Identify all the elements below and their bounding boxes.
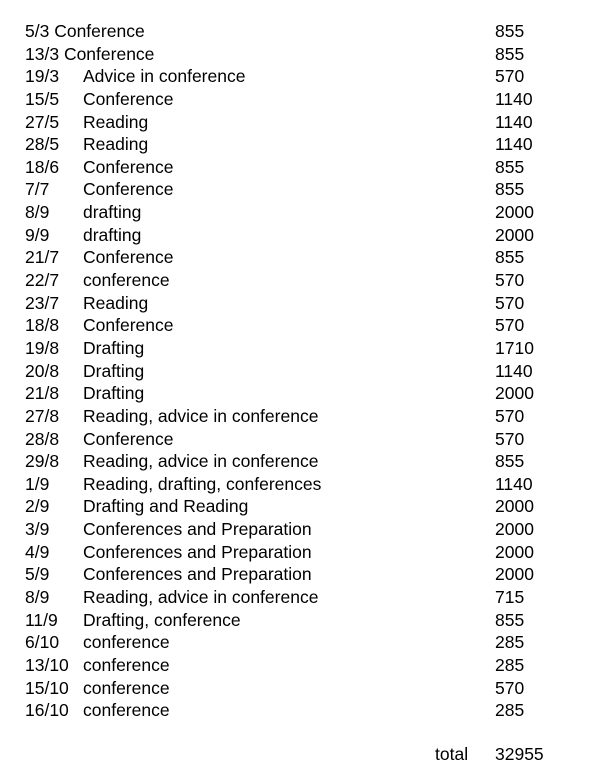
entry-amount: 2000: [495, 541, 534, 562]
entry-amount: 855: [495, 179, 525, 200]
entry-date: 16/10: [25, 700, 69, 721]
total-label: total: [435, 744, 469, 764]
entry-description: Reading: [83, 111, 149, 132]
entry-description: Conference: [83, 428, 174, 449]
entry-date: 28/5: [25, 134, 60, 155]
entry-amount: 285: [495, 632, 525, 653]
entry-amount: 1140: [495, 88, 533, 109]
ledger-row: [25, 178, 585, 201]
entry-date: 28/8: [25, 428, 60, 449]
ledger-row: [25, 473, 585, 496]
entry-amount: 1140: [495, 360, 533, 381]
entry-description: Drafting: [83, 337, 145, 358]
entry-amount: 855: [495, 609, 525, 630]
ledger-row: [25, 518, 585, 541]
entry-amount: 855: [495, 451, 525, 472]
entry-description: Reading, advice in conference: [83, 451, 319, 472]
entry-amount: 715: [495, 587, 525, 608]
entry-date: 29/8: [25, 451, 60, 472]
entry-amount: 570: [495, 270, 525, 291]
ledger-row: [25, 428, 585, 451]
ledger-row: [25, 111, 585, 134]
entry-amount: 1710: [495, 337, 534, 358]
entry-date: 21/7: [25, 247, 60, 268]
entry-date: 6/10: [25, 632, 60, 653]
entry-amount: 1140: [495, 111, 533, 132]
entry-description: Reading, advice in conference: [83, 587, 319, 608]
entry-date: 27/8: [25, 405, 60, 426]
ledger-row: [25, 246, 585, 269]
ledger-row-lead: [25, 43, 154, 66]
entry-date: 11/9: [25, 609, 58, 630]
entry-description: Conferences and Preparation: [83, 519, 312, 540]
entry-amount: 570: [495, 405, 525, 426]
entry-date: 7/7: [25, 179, 50, 200]
entry-description: conference: [83, 654, 170, 675]
entry-date: 18/8: [25, 315, 60, 336]
entry-description: Drafting: [83, 383, 145, 404]
ledger-row: [25, 631, 585, 654]
entry-description: Drafting and Reading: [83, 496, 249, 517]
ledger-row: [25, 541, 585, 564]
entry-amount: 2000: [495, 519, 534, 540]
ledger-row: [25, 450, 585, 473]
entry-amount: 2000: [495, 202, 534, 223]
entry-amount: 570: [495, 315, 525, 336]
entry-description: Conference: [83, 315, 174, 336]
entry-amount: 1140: [495, 473, 533, 494]
entry-description: conference: [83, 700, 170, 721]
fee-ledger: [25, 20, 585, 722]
entry-date: 18/6: [25, 156, 60, 177]
entry-amount: 1140: [495, 134, 533, 155]
entry-amount: 855: [495, 247, 525, 268]
ledger-row: [25, 382, 585, 405]
entry-amount: 2000: [495, 224, 534, 245]
entry-date: 13/10: [25, 654, 69, 675]
entry-description: conference: [83, 632, 170, 653]
entry-amount: 2000: [495, 383, 534, 404]
entry-amount: 855: [495, 21, 525, 41]
total-value: 32955: [495, 744, 544, 764]
ledger-row: [25, 201, 585, 224]
entry-description: Drafting, conference: [83, 609, 241, 630]
entry-date: 21/8: [25, 383, 60, 404]
entry-description: Conference: [54, 21, 145, 41]
entry-description: Reading: [83, 134, 149, 155]
entry-amount: 2000: [495, 564, 534, 585]
entry-amount: 855: [495, 43, 525, 64]
entry-description: drafting: [83, 202, 142, 223]
ledger-row: [25, 292, 585, 315]
ledger-row: [25, 677, 585, 700]
entry-date: 8/9: [25, 202, 50, 223]
ledger-row: [25, 269, 585, 292]
ledger-row: [25, 360, 585, 383]
entry-date: 13/3: [25, 43, 60, 64]
entry-date: 27/5: [25, 111, 60, 132]
entry-description: Reading, advice in conference: [83, 405, 319, 426]
ledger-row: [25, 495, 585, 518]
entry-amount: 570: [495, 677, 525, 698]
entry-date: 22/7: [25, 270, 60, 291]
entry-description: Reading: [83, 292, 149, 313]
entry-description: Conferences and Preparation: [83, 564, 312, 585]
entry-date: 15/10: [25, 677, 69, 698]
entry-date: 9/9: [25, 224, 50, 245]
entry-description: Drafting: [83, 360, 145, 381]
entry-date: 1/9: [25, 473, 50, 494]
entry-description: Conference: [83, 88, 174, 109]
ledger-row: [25, 156, 585, 179]
entry-description: Conference: [83, 156, 174, 177]
entry-date: 4/9: [25, 541, 50, 562]
ledger-row: [25, 699, 585, 722]
entry-description: Conference: [83, 247, 174, 268]
entry-amount: 285: [495, 700, 525, 721]
entry-date: 5/3: [25, 21, 50, 41]
ledger-row: [25, 405, 585, 428]
ledger-row: [25, 609, 585, 632]
ledger-row: [25, 65, 585, 88]
ledger-row: [25, 337, 585, 360]
entry-date: 3/9: [25, 519, 50, 540]
ledger-row: [25, 88, 585, 111]
entry-amount: 570: [495, 428, 525, 449]
ledger-row-lead: [25, 20, 145, 43]
entry-date: 15/5: [25, 88, 60, 109]
entry-amount: 285: [495, 654, 525, 675]
entry-description: conference: [83, 270, 170, 291]
entry-description: Advice in conference: [83, 66, 246, 87]
ledger-row: [25, 586, 585, 609]
entry-date: 20/8: [25, 360, 60, 381]
ledger-row: [25, 224, 585, 247]
entry-description: Conference: [83, 179, 174, 200]
entry-amount: 570: [495, 66, 525, 87]
ledger-row: [25, 314, 585, 337]
entry-description: drafting: [83, 224, 142, 245]
entry-date: 19/3: [25, 66, 60, 87]
entry-description: conference: [83, 677, 170, 698]
total-row: [25, 742, 585, 766]
entry-date: 23/7: [25, 292, 60, 313]
entry-date: 5/9: [25, 564, 50, 585]
ledger-row: [25, 654, 585, 677]
entry-amount: 2000: [495, 496, 534, 517]
entry-description: Conference: [63, 43, 155, 64]
ledger-row: [25, 563, 585, 586]
entry-date: 19/8: [25, 337, 60, 358]
ledger-row: [25, 133, 585, 156]
entry-amount: 570: [495, 292, 525, 313]
ledger-row: [25, 20, 585, 43]
entry-date: 2/9: [25, 496, 50, 517]
entry-description: Conferences and Preparation: [83, 541, 312, 562]
entry-description: Reading, drafting, conferences: [83, 473, 322, 494]
entry-amount: 855: [495, 156, 525, 177]
ledger-row: [25, 43, 585, 66]
entry-date: 8/9: [25, 587, 50, 608]
